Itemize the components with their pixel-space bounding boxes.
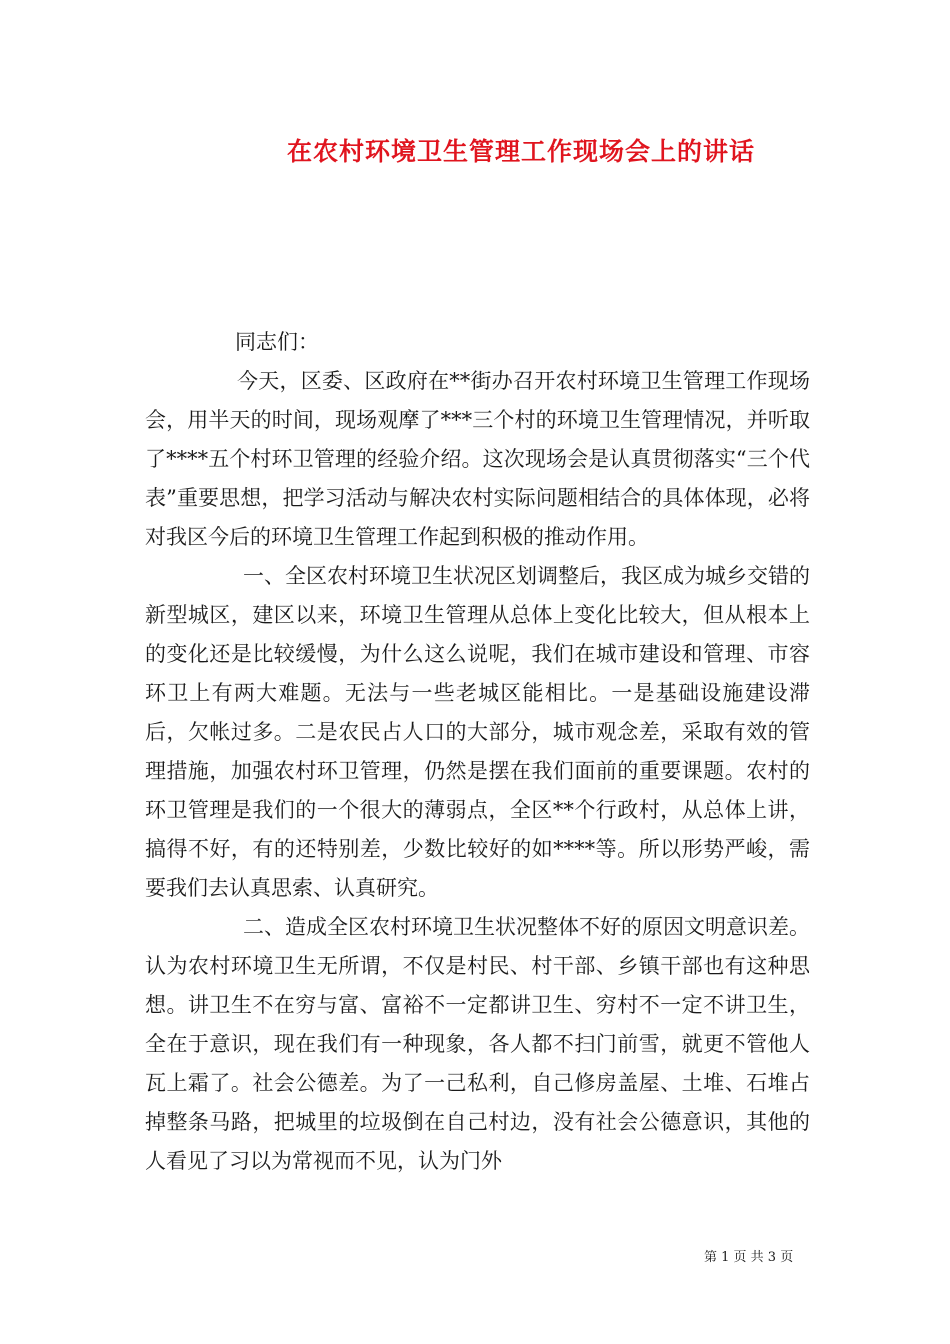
salutation: 同志们： bbox=[235, 330, 319, 354]
document-body bbox=[145, 323, 810, 1181]
paragraph-section-two: 二、造成全区农村环境卫生状况整体不好的原因文明意识差。认为农村环境卫生无所谓，不仅是村民、村干部、乡镇干部也有这种思想。讲卫生不在穷与富、富裕不一定都讲卫生、穷村不一定不讲卫生，全在于意识，现在我们有一种现象，各人都不扫门前雪，就更不管他人瓦上霜了。社会公德差。为了一己私利，自己修房盖屋、土堆、石堆占掉整条马路，把城里的垃圾倒在自己村边，没有社会公德意识，其他的人看见了习以为常视而不见，认为门外 bbox=[145, 915, 810, 1173]
paragraph-intro: 今天，区委、区政府在**街办召开农村环境卫生管理工作现场会，用半天的时间，现场观摩了***三个村的环境卫生管理情况，并听取了****五个村环卫管理的经验介绍。这次现场会是认真贯彻落实“三个代表”重要思想，把学习活动与解决农村实际问题相结合的具体体现，必将对我区今后的环境卫生管理工作起到积极的推动作用。 bbox=[145, 369, 810, 549]
paragraph-section-one: 一、全区农村环境卫生状况区划调整后，我区成为城乡交错的新型城区，建区以来，环境卫生管理从总体上变化比较大，但从根本上的变化还是比较缓慢，为什么这么说呢，我们在城市建设和管理、市容环卫上有两大难题。无法与一些老城区能相比。一是基础设施建设滞后，欠帐过多。二是农民占人口的大部分，城市观念差，采取有效的管理措施，加强农村环卫管理，仍然是摆在我们面前的重要课题。农村的环卫管理是我们的一个很大的薄弱点，全区**个行政村，从总体上讲，搞得不好，有的还特别差，少数比较好的如****等。所以形势严峻，需要我们去认真思索、认真研究。 bbox=[145, 564, 810, 900]
page-number-footer: 第 1 页 共 3 页 bbox=[704, 1250, 794, 1265]
page-title: 在农村环境卫生管理工作现场会上的讲话 bbox=[286, 137, 755, 166]
